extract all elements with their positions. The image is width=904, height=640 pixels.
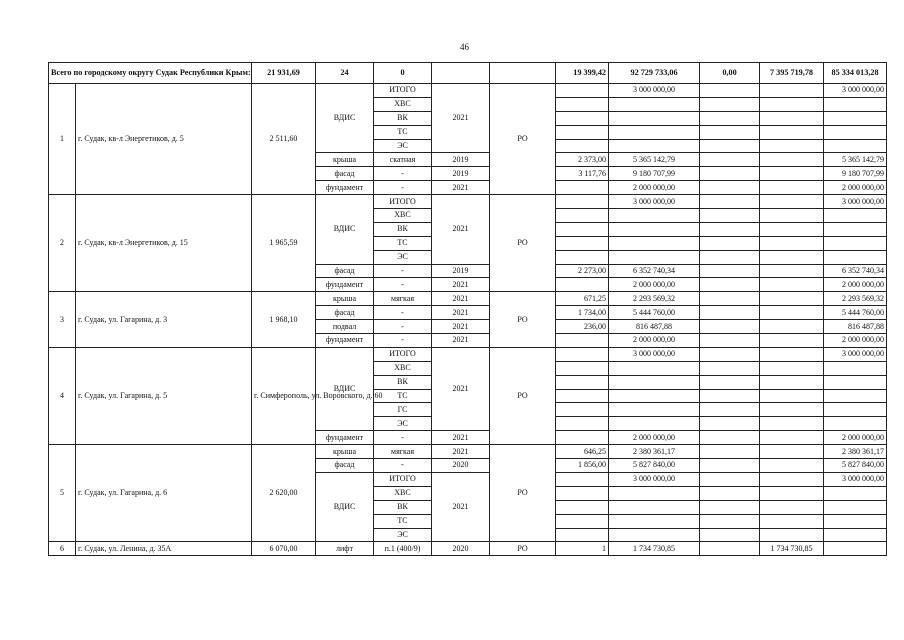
work-owners bbox=[760, 181, 824, 195]
total-label: Всего по городскому округу Судак Республики Крым: bbox=[49, 63, 252, 84]
work-budget bbox=[700, 181, 760, 195]
work-owners bbox=[760, 486, 824, 500]
work-fund bbox=[609, 236, 700, 250]
work-owners bbox=[760, 459, 824, 473]
work-total bbox=[824, 222, 887, 236]
work-owners bbox=[760, 153, 824, 167]
total-col-6 bbox=[490, 63, 556, 84]
work-fund: 6 352 740,34 bbox=[609, 264, 700, 278]
total-fund: 92 729 733,06 bbox=[609, 63, 700, 84]
total-area: 21 931,69 bbox=[252, 63, 316, 84]
house-way: РО bbox=[490, 445, 556, 542]
house-area: 2 620,00 bbox=[252, 445, 316, 542]
work-type: фундамент bbox=[316, 431, 374, 445]
work-fund: 2 000 000,00 bbox=[609, 431, 700, 445]
work-owners bbox=[760, 195, 824, 209]
house-area: 1 968,10 bbox=[252, 292, 316, 348]
work-qty: 2 373,00 bbox=[556, 153, 609, 167]
work-type: фундамент bbox=[316, 278, 374, 292]
work-year: 2021 bbox=[432, 320, 490, 334]
house-address: г. Судак, ул. Гагарина, д. 3 bbox=[76, 292, 252, 348]
work-fund bbox=[609, 222, 700, 236]
vdis-item: ХВС bbox=[374, 209, 432, 223]
work-budget bbox=[700, 500, 760, 514]
work-owners bbox=[760, 514, 824, 528]
work-fund bbox=[609, 417, 700, 431]
work-budget bbox=[700, 236, 760, 250]
work-total: 2 380 361,17 bbox=[824, 445, 887, 459]
work-total bbox=[824, 250, 887, 264]
work-kind: - bbox=[374, 264, 432, 278]
work-owners bbox=[760, 97, 824, 111]
work-kind: - bbox=[374, 181, 432, 195]
work-owners bbox=[760, 403, 824, 417]
work-owners bbox=[760, 334, 824, 348]
work-budget bbox=[700, 222, 760, 236]
work-qty: 2 273,00 bbox=[556, 264, 609, 278]
work-total: 9 180 707,99 bbox=[824, 167, 887, 181]
work-total bbox=[824, 361, 887, 375]
work-row bbox=[49, 445, 887, 459]
work-qty: 1 856,00 bbox=[556, 459, 609, 473]
work-fund: 3 000 000,00 bbox=[609, 84, 700, 98]
work-owners bbox=[760, 431, 824, 445]
work-type: крыша bbox=[316, 445, 374, 459]
work-budget bbox=[700, 417, 760, 431]
work-type: крыша bbox=[316, 153, 374, 167]
work-fund bbox=[609, 111, 700, 125]
house-way: РО bbox=[490, 84, 556, 195]
work-total: 2 000 000,00 bbox=[824, 181, 887, 195]
work-budget bbox=[700, 334, 760, 348]
work-qty bbox=[556, 417, 609, 431]
work-total: 2 000 000,00 bbox=[824, 431, 887, 445]
house-number: 4 bbox=[49, 347, 76, 444]
work-fund bbox=[609, 486, 700, 500]
work-owners bbox=[760, 500, 824, 514]
work-fund: 9 180 707,99 bbox=[609, 167, 700, 181]
house-number: 3 bbox=[49, 292, 76, 348]
house-number: 2 bbox=[49, 195, 76, 292]
work-owners bbox=[760, 306, 824, 320]
work-fund: 1 734 730,85 bbox=[609, 542, 700, 556]
work-fund: 3 000 000,00 bbox=[609, 195, 700, 209]
work-total bbox=[824, 486, 887, 500]
work-qty bbox=[556, 278, 609, 292]
work-qty bbox=[556, 347, 609, 361]
work-qty bbox=[556, 195, 609, 209]
work-kind: - bbox=[374, 278, 432, 292]
work-qty bbox=[556, 514, 609, 528]
work-fund: 2 000 000,00 bbox=[609, 334, 700, 348]
work-owners bbox=[760, 361, 824, 375]
work-fund: 5 365 142,79 bbox=[609, 153, 700, 167]
vdis-item: ВК bbox=[374, 111, 432, 125]
work-qty bbox=[556, 486, 609, 500]
vdis-item: ВК bbox=[374, 222, 432, 236]
work-row bbox=[49, 292, 887, 306]
work-fund: 2 293 569,32 bbox=[609, 292, 700, 306]
work-qty bbox=[556, 472, 609, 486]
work-budget bbox=[700, 459, 760, 473]
work-owners bbox=[760, 292, 824, 306]
work-kind: - bbox=[374, 306, 432, 320]
work-fund: 816 487,88 bbox=[609, 320, 700, 334]
vdis-item: ГС bbox=[374, 403, 432, 417]
work-total bbox=[824, 389, 887, 403]
vdis-label: ВДИС bbox=[316, 472, 374, 541]
work-budget bbox=[700, 403, 760, 417]
work-owners bbox=[760, 445, 824, 459]
work-qty: 1 bbox=[556, 542, 609, 556]
work-type: фасад bbox=[316, 167, 374, 181]
work-budget bbox=[700, 445, 760, 459]
work-budget bbox=[700, 97, 760, 111]
work-fund bbox=[609, 514, 700, 528]
vdis-item: ЭС bbox=[374, 528, 432, 542]
work-total: 6 352 740,34 bbox=[824, 264, 887, 278]
work-qty: 3 117,76 bbox=[556, 167, 609, 181]
house-address: г. Судак, кв-л Энергетиков, д. 15 bbox=[76, 195, 252, 292]
work-fund: 5 827 840,00 bbox=[609, 459, 700, 473]
work-kind: - bbox=[374, 459, 432, 473]
total-qty: 19 399,42 bbox=[556, 63, 609, 84]
work-total: 3 000 000,00 bbox=[824, 195, 887, 209]
vdis-item: ТС bbox=[374, 236, 432, 250]
work-fund bbox=[609, 139, 700, 153]
work-kind: скатная bbox=[374, 153, 432, 167]
work-budget bbox=[700, 528, 760, 542]
work-fund bbox=[609, 500, 700, 514]
work-owners bbox=[760, 167, 824, 181]
vdis-label: ВДИС bbox=[316, 195, 374, 264]
work-fund bbox=[609, 389, 700, 403]
work-fund: 2 000 000,00 bbox=[609, 181, 700, 195]
work-budget bbox=[700, 486, 760, 500]
work-total bbox=[824, 417, 887, 431]
work-owners bbox=[760, 528, 824, 542]
house-area: г. Симферополь, ул. Воровского, д. 60 bbox=[252, 347, 316, 444]
work-total: 5 444 760,00 bbox=[824, 306, 887, 320]
work-owners bbox=[760, 417, 824, 431]
work-kind: - bbox=[374, 167, 432, 181]
work-qty bbox=[556, 375, 609, 389]
work-kind: мягкая bbox=[374, 292, 432, 306]
work-qty bbox=[556, 403, 609, 417]
work-budget bbox=[700, 278, 760, 292]
work-total bbox=[824, 514, 887, 528]
work-qty: 646,25 bbox=[556, 445, 609, 459]
house-area: 1 965,59 bbox=[252, 195, 316, 292]
work-kind: мягкая bbox=[374, 445, 432, 459]
vdis-item: ТС bbox=[374, 125, 432, 139]
house-way: РО bbox=[490, 542, 556, 556]
house-way: РО bbox=[490, 347, 556, 444]
work-total bbox=[824, 209, 887, 223]
vdis-year: 2021 bbox=[432, 195, 490, 264]
work-qty bbox=[556, 500, 609, 514]
total-col-5 bbox=[432, 63, 490, 84]
page-number: 46 bbox=[460, 42, 469, 52]
work-budget bbox=[700, 472, 760, 486]
work-qty bbox=[556, 236, 609, 250]
work-total: 5 827 840,00 bbox=[824, 459, 887, 473]
work-year: 2021 bbox=[432, 445, 490, 459]
house-number: 5 bbox=[49, 445, 76, 542]
work-budget bbox=[700, 306, 760, 320]
house-area: 2 511,60 bbox=[252, 84, 316, 195]
work-budget bbox=[700, 375, 760, 389]
vdis-row bbox=[49, 84, 887, 98]
work-total: 3 000 000,00 bbox=[824, 347, 887, 361]
work-fund bbox=[609, 403, 700, 417]
work-total: 3 000 000,00 bbox=[824, 472, 887, 486]
work-budget bbox=[700, 292, 760, 306]
work-qty bbox=[556, 334, 609, 348]
work-year: 2021 bbox=[432, 292, 490, 306]
work-budget bbox=[700, 153, 760, 167]
work-total bbox=[824, 500, 887, 514]
house-address: г. Судак, ул. Гагарина, д. 6 bbox=[76, 445, 252, 542]
work-budget bbox=[700, 264, 760, 278]
work-row bbox=[49, 542, 887, 556]
work-qty bbox=[556, 250, 609, 264]
work-owners bbox=[760, 139, 824, 153]
work-total: 5 365 142,79 bbox=[824, 153, 887, 167]
vdis-row bbox=[49, 347, 887, 361]
work-fund bbox=[609, 375, 700, 389]
work-fund bbox=[609, 97, 700, 111]
work-type: подвал bbox=[316, 320, 374, 334]
work-qty bbox=[556, 431, 609, 445]
work-owners bbox=[760, 389, 824, 403]
work-qty bbox=[556, 361, 609, 375]
work-owners bbox=[760, 320, 824, 334]
house-number: 6 bbox=[49, 542, 76, 556]
work-kind: п.1 (400/9) bbox=[374, 542, 432, 556]
work-total bbox=[824, 125, 887, 139]
work-budget bbox=[700, 139, 760, 153]
house-address: г. Судак, кв-л Энергетиков, д. 5 bbox=[76, 84, 252, 195]
work-total: 2 000 000,00 bbox=[824, 334, 887, 348]
house-area: 6 070,00 bbox=[252, 542, 316, 556]
work-kind: - bbox=[374, 334, 432, 348]
work-year: 2020 bbox=[432, 542, 490, 556]
vdis-item: ВК bbox=[374, 500, 432, 514]
vdis-item: ИТОГО bbox=[374, 347, 432, 361]
work-owners bbox=[760, 84, 824, 98]
work-qty bbox=[556, 111, 609, 125]
vdis-label: ВДИС bbox=[316, 84, 374, 153]
vdis-year: 2021 bbox=[432, 472, 490, 541]
total-row bbox=[49, 63, 887, 84]
work-total bbox=[824, 403, 887, 417]
vdis-item: ХВС bbox=[374, 361, 432, 375]
work-fund: 2 000 000,00 bbox=[609, 278, 700, 292]
work-owners bbox=[760, 347, 824, 361]
work-type: фундамент bbox=[316, 334, 374, 348]
work-fund: 3 000 000,00 bbox=[609, 347, 700, 361]
work-qty bbox=[556, 209, 609, 223]
vdis-label: ВДИС bbox=[316, 347, 374, 430]
work-total bbox=[824, 111, 887, 125]
work-fund: 2 380 361,17 bbox=[609, 445, 700, 459]
work-owners bbox=[760, 278, 824, 292]
work-kind: - bbox=[374, 431, 432, 445]
work-qty: 1 734,00 bbox=[556, 306, 609, 320]
work-owners bbox=[760, 209, 824, 223]
work-owners bbox=[760, 264, 824, 278]
work-budget bbox=[700, 320, 760, 334]
total-budget: 0,00 bbox=[700, 63, 760, 84]
work-fund bbox=[609, 209, 700, 223]
work-year: 2021 bbox=[432, 278, 490, 292]
work-total bbox=[824, 528, 887, 542]
work-year: 2021 bbox=[432, 334, 490, 348]
work-fund bbox=[609, 528, 700, 542]
vdis-item: ХВС bbox=[374, 97, 432, 111]
work-owners bbox=[760, 236, 824, 250]
work-year: 2021 bbox=[432, 431, 490, 445]
work-fund: 3 000 000,00 bbox=[609, 472, 700, 486]
work-year: 2019 bbox=[432, 167, 490, 181]
work-budget bbox=[700, 389, 760, 403]
vdis-item: ИТОГО bbox=[374, 195, 432, 209]
work-total: 2 000 000,00 bbox=[824, 278, 887, 292]
total-col-3: 24 bbox=[316, 63, 374, 84]
vdis-item: ИТОГО bbox=[374, 472, 432, 486]
work-year: 2021 bbox=[432, 306, 490, 320]
work-budget bbox=[700, 431, 760, 445]
vdis-item: ЭС bbox=[374, 250, 432, 264]
work-year: 2020 bbox=[432, 459, 490, 473]
total-sum: 85 334 013,28 bbox=[824, 63, 887, 84]
work-qty bbox=[556, 97, 609, 111]
work-budget bbox=[700, 111, 760, 125]
work-qty: 671,25 bbox=[556, 292, 609, 306]
work-type: фасад bbox=[316, 264, 374, 278]
house-address: г. Судак, ул. Ленина, д. 35А bbox=[76, 542, 252, 556]
work-total bbox=[824, 236, 887, 250]
work-budget bbox=[700, 250, 760, 264]
house-way: РО bbox=[490, 292, 556, 348]
work-budget bbox=[700, 542, 760, 556]
work-fund bbox=[609, 125, 700, 139]
work-type: фундамент bbox=[316, 181, 374, 195]
work-type: крыша bbox=[316, 292, 374, 306]
work-qty bbox=[556, 139, 609, 153]
work-total bbox=[824, 542, 887, 556]
work-total bbox=[824, 139, 887, 153]
work-qty bbox=[556, 222, 609, 236]
work-type: фасад bbox=[316, 306, 374, 320]
vdis-row bbox=[49, 195, 887, 209]
vdis-year: 2021 bbox=[432, 347, 490, 430]
vdis-item: ТС bbox=[374, 514, 432, 528]
work-year: 2019 bbox=[432, 264, 490, 278]
work-total bbox=[824, 97, 887, 111]
work-total bbox=[824, 375, 887, 389]
work-type: фасад bbox=[316, 459, 374, 473]
work-fund: 5 444 760,00 bbox=[609, 306, 700, 320]
work-year: 2019 bbox=[432, 153, 490, 167]
work-qty bbox=[556, 181, 609, 195]
work-qty bbox=[556, 389, 609, 403]
work-owners bbox=[760, 222, 824, 236]
work-qty bbox=[556, 125, 609, 139]
work-budget bbox=[700, 167, 760, 181]
work-budget bbox=[700, 514, 760, 528]
work-fund bbox=[609, 250, 700, 264]
work-total: 816 487,88 bbox=[824, 320, 887, 334]
work-fund bbox=[609, 361, 700, 375]
vdis-item: ВК bbox=[374, 375, 432, 389]
total-owners: 7 395 719,78 bbox=[760, 63, 824, 84]
house-way: РО bbox=[490, 195, 556, 292]
work-owners bbox=[760, 125, 824, 139]
work-qty: 236,00 bbox=[556, 320, 609, 334]
vdis-item: ЭС bbox=[374, 417, 432, 431]
work-owners bbox=[760, 250, 824, 264]
work-qty bbox=[556, 84, 609, 98]
vdis-item: ЭС bbox=[374, 139, 432, 153]
work-budget bbox=[700, 125, 760, 139]
work-budget bbox=[700, 84, 760, 98]
work-budget bbox=[700, 361, 760, 375]
vdis-item: ИТОГО bbox=[374, 84, 432, 98]
work-qty bbox=[556, 528, 609, 542]
vdis-item: ХВС bbox=[374, 486, 432, 500]
vdis-item: ТС bbox=[374, 389, 432, 403]
house-number: 1 bbox=[49, 84, 76, 195]
work-budget bbox=[700, 347, 760, 361]
work-year: 2021 bbox=[432, 181, 490, 195]
work-owners bbox=[760, 375, 824, 389]
house-address: г. Судак, ул. Гагарина, д. 5 bbox=[76, 347, 252, 444]
work-kind: - bbox=[374, 320, 432, 334]
work-owners bbox=[760, 111, 824, 125]
total-col-4: 0 bbox=[374, 63, 432, 84]
work-total: 3 000 000,00 bbox=[824, 84, 887, 98]
work-budget bbox=[700, 209, 760, 223]
work-total: 2 293 569,32 bbox=[824, 292, 887, 306]
vdis-year: 2021 bbox=[432, 84, 490, 153]
work-budget bbox=[700, 195, 760, 209]
repair-register-table bbox=[48, 62, 887, 556]
work-owners: 1 734 730,85 bbox=[760, 542, 824, 556]
work-type: лифт bbox=[316, 542, 374, 556]
work-owners bbox=[760, 472, 824, 486]
